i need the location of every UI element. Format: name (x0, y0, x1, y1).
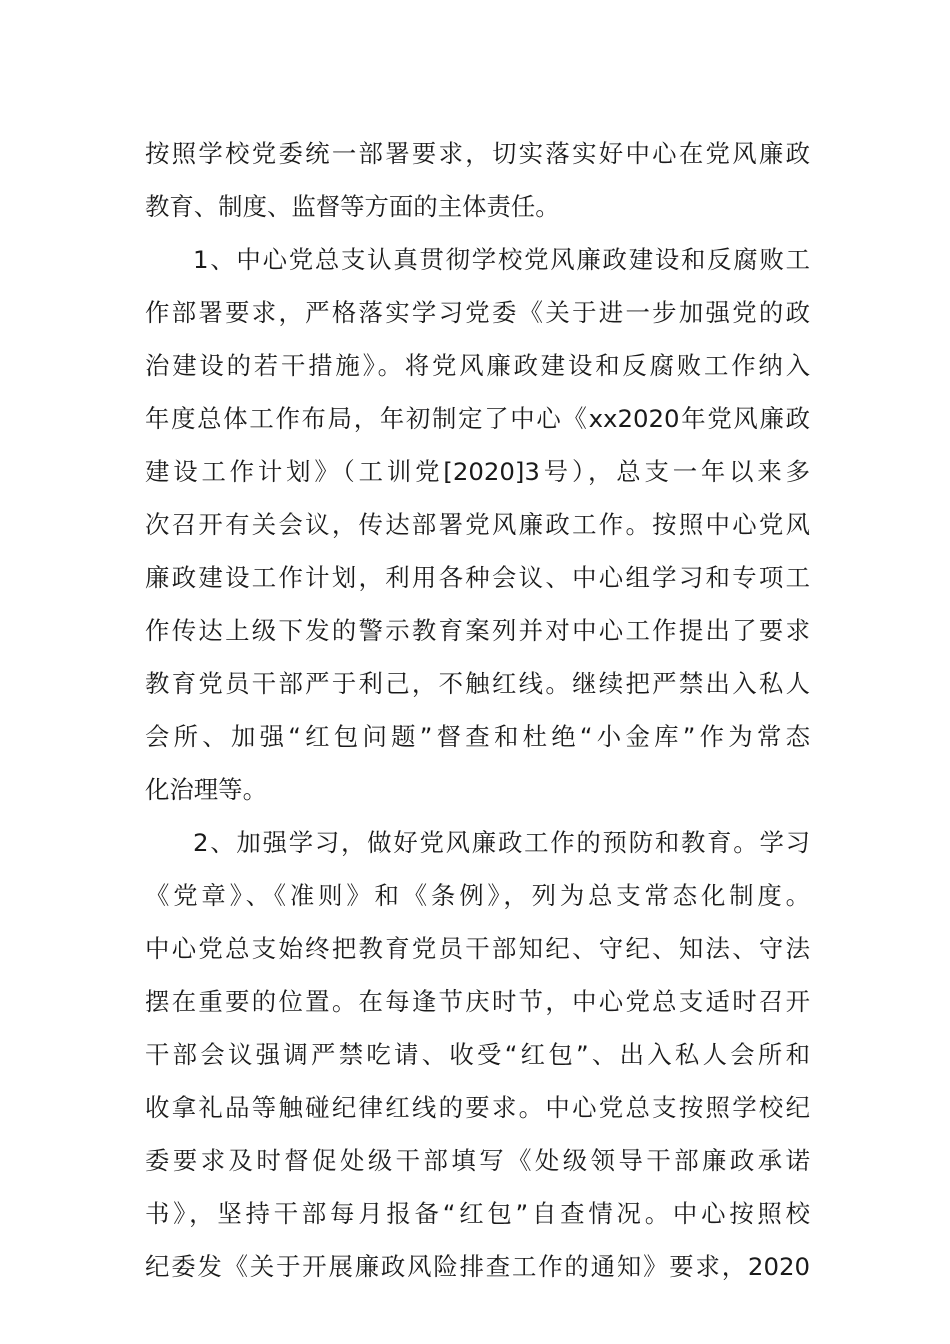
text-line: 中心党总支始终把教育党员干部知纪、守纪、知法、守法 (145, 934, 810, 963)
text-line: 收拿礼品等触碰纪律红线的要求。中心党总支按照学校纪 (145, 1093, 810, 1122)
text-line: 会所、加强“红包问题”督查和杜绝“小金库”作为常态 (145, 722, 810, 751)
document-body (145, 127, 810, 1293)
text-line: 化治理等。 (145, 775, 267, 804)
text-line: 干部会议强调严禁吃请、收受“红包”、出入私人会所和 (145, 1040, 810, 1069)
text-line: 教育、制度、监督等方面的主体责任。 (145, 192, 560, 221)
text-line: 廉政建设工作计划，利用各种会议、中心组学习和专项工 (145, 563, 810, 592)
text-line: 教育党员干部严于利己，不触红线。继续把严禁出入私人 (145, 669, 810, 698)
text-line: 次召开有关会议，传达部署党风廉政工作。按照中心党风 (145, 510, 810, 539)
text-line: 作部署要求，严格落实学习党委《关于进一步加强党的政 (145, 298, 810, 327)
text-line: 纪委发《关于开展廉政风险排查工作的通知》要求，2020 (145, 1252, 810, 1281)
paragraph-1-first-line: 1、中心党总支认真贯彻学校党风廉政建设和反腐败工 (193, 245, 810, 274)
text-line: 委要求及时督促处级干部填写《处级领导干部廉政承诺 (145, 1146, 810, 1175)
text-line: 建设工作计划》（工训党[2020]3号），总支一年以来多 (145, 457, 810, 486)
paragraph-2-first-line: 2、加强学习，做好党风廉政工作的预防和教育。学习 (193, 828, 810, 857)
text-line: 按照学校党委统一部署要求，切实落实好中心在党风廉政 (145, 139, 810, 168)
text-line: 《党章》、《准则》和《条例》，列为总支常态化制度。 (145, 881, 810, 910)
text-line: 治建设的若干措施》。将党风廉政建设和反腐败工作纳入 (145, 351, 810, 380)
text-line: 摆在重要的位置。在每逢节庆时节，中心党总支适时召开 (145, 987, 810, 1016)
text-line: 书》，坚持干部每月报备“红包”自查情况。中心按照校 (145, 1199, 810, 1228)
text-line: 年度总体工作布局，年初制定了中心《xx2020年党风廉政 (145, 404, 810, 433)
text-line: 作传达上级下发的警示教育案列并对中心工作提出了要求 (145, 616, 810, 645)
